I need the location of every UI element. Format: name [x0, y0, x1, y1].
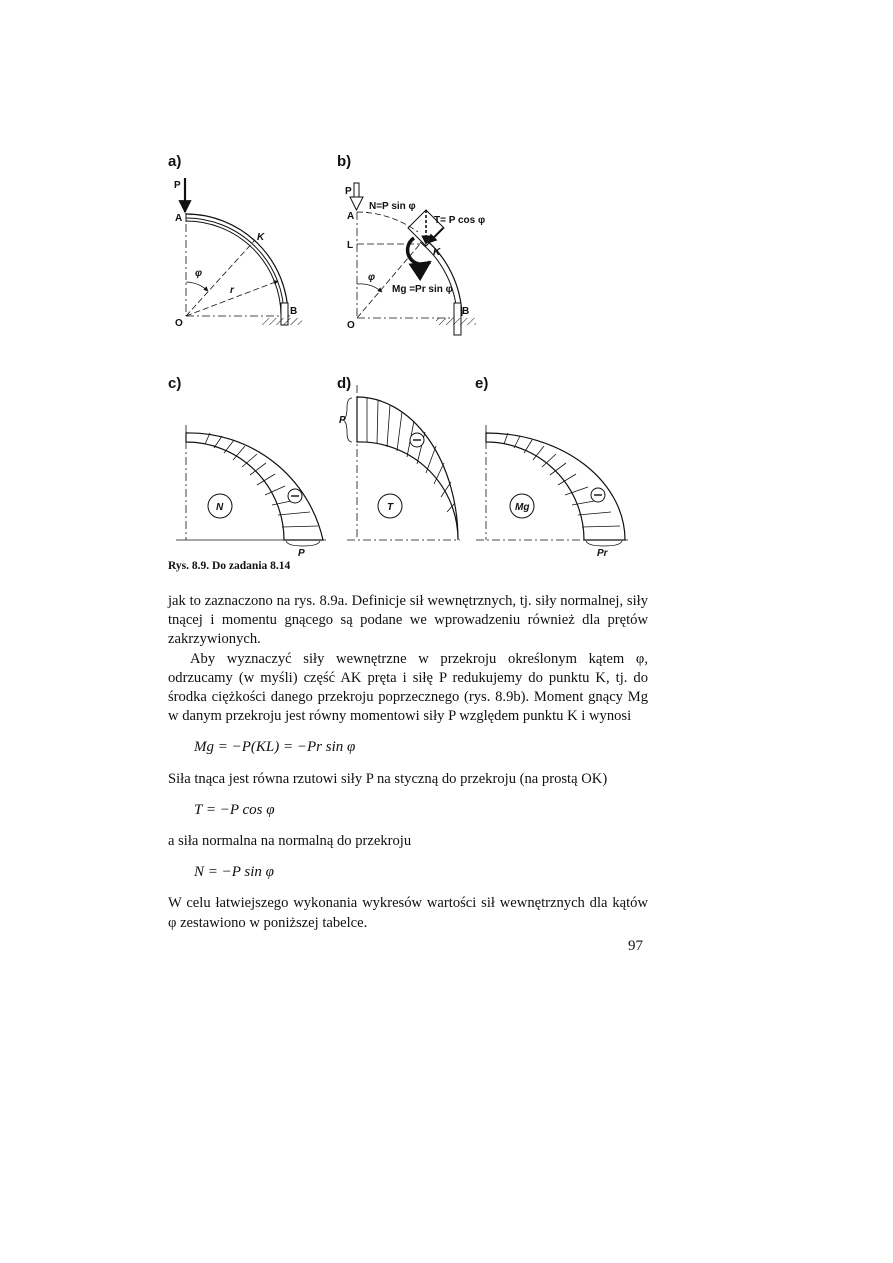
label-r: r	[230, 285, 234, 296]
label-p: P	[174, 180, 181, 191]
figure-caption: Rys. 8.9. Do zadania 8.14	[168, 560, 291, 572]
panel-e-label: e)	[475, 375, 489, 392]
panel-b-label: b)	[337, 153, 352, 170]
end-value: P	[298, 548, 305, 559]
diagram-label: Mg	[515, 502, 530, 513]
figure	[0, 0, 893, 560]
panel-a-label: a)	[168, 153, 182, 170]
n-diagram	[186, 433, 323, 540]
label-l: L	[347, 240, 354, 251]
label-a: A	[347, 211, 355, 222]
label-k: K	[433, 247, 441, 258]
equation-shear: T = −P cos φ	[194, 801, 275, 818]
body-text	[168, 592, 648, 933]
paragraph-1: jak to zaznaczono na rys. 8.9a. Definicje sił wewnętrznych, tj. siły normalnej, siły tnącej i momentu gnącego są podane we wprowadzeniu również dla prętów zakrzywionych.	[168, 593, 648, 648]
label-n: N=P sin φ	[369, 201, 416, 212]
paragraph-2: Aby wyznaczyć siły wewnętrzne w przekroju określonym kątem φ, odrzucamy (w myśli) część AK pręta i siłę P redukujemy do punktu K, tj. do środka ciężkości danego przekroju poprzecznego (rys. 8.9b). Moment gnący Mg w danym przekroju jest równy momentowi siły P względem punktu K i wynosi	[168, 650, 648, 725]
diagram-label: N	[216, 502, 224, 513]
mg-diagram	[486, 433, 625, 540]
label-phi: φ	[195, 268, 203, 279]
label-k: K	[257, 232, 265, 243]
panel-e	[475, 375, 628, 559]
panel-c	[168, 375, 326, 559]
top-value: P	[339, 415, 346, 426]
panel-d-label: d)	[337, 375, 352, 392]
panel-b	[337, 153, 485, 335]
label-o: O	[347, 320, 355, 331]
label-b: B	[462, 306, 470, 317]
panel-d	[337, 375, 460, 540]
label-p: P	[345, 186, 352, 197]
panel-a	[168, 153, 302, 329]
support-b-hatch	[262, 318, 302, 325]
diagram-label: T	[387, 502, 394, 513]
paragraph-4: a siła normalna na normalną do przekroju	[168, 833, 412, 850]
equation-normal: N = −P sin φ	[194, 864, 274, 881]
equation-moment: Mg = −P(KL) = −Pr sin φ	[194, 739, 356, 756]
paragraph-3: Siła tnąca jest równa rzutowi siły P na styczną do przekroju (na prostą OK)	[168, 770, 608, 787]
paragraph-5: W celu łatwiejszego wykonania wykresów wartości sił wewnętrznych dla kątów φ zestawiono w poniższej tabelce.	[168, 895, 648, 931]
panel-c-label: c)	[168, 375, 182, 392]
label-a: A	[175, 213, 183, 224]
label-t: T= P cos φ	[434, 215, 486, 226]
label-mg: Mg =Pr sin φ	[392, 284, 453, 295]
label-phi: φ	[368, 272, 376, 283]
bar-outer	[186, 214, 288, 316]
label-b: B	[290, 306, 298, 317]
t-diagram	[357, 397, 458, 540]
end-value: Pr	[597, 548, 608, 559]
page-number: 97	[628, 938, 643, 954]
label-o: O	[175, 318, 183, 329]
